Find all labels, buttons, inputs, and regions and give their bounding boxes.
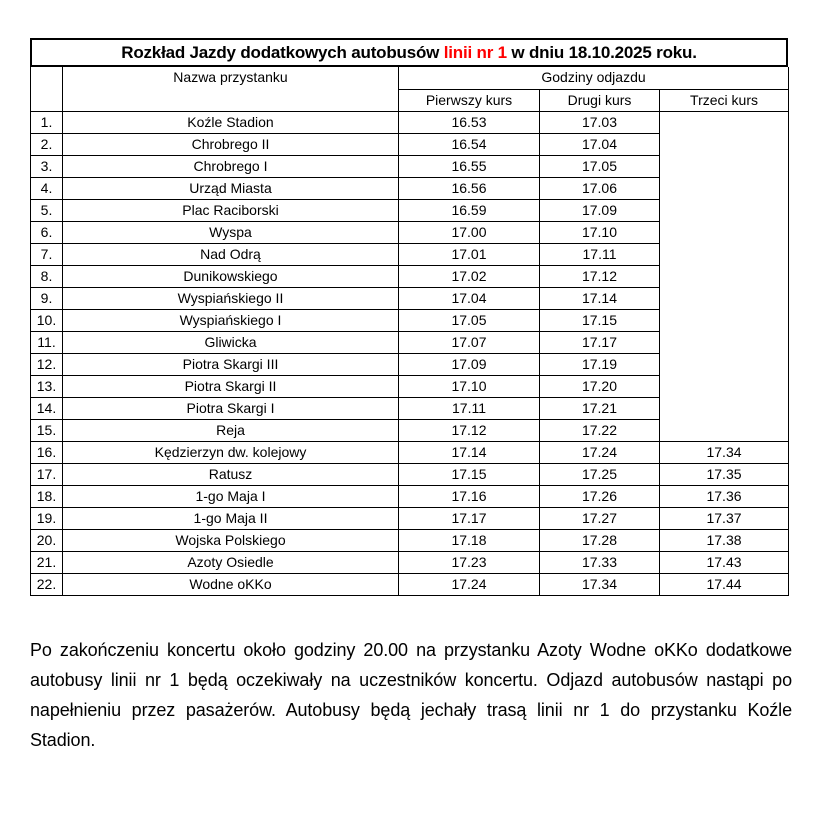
table-row xyxy=(31,529,789,551)
stop-name-cell: 1-go Maja II xyxy=(63,507,399,529)
table-row xyxy=(31,551,789,573)
first-course-cell: 17.12 xyxy=(399,419,540,441)
third-course-cell: 17.35 xyxy=(660,463,789,485)
first-course-cell: 17.17 xyxy=(399,507,540,529)
row-number-cell: 12. xyxy=(31,353,63,375)
header-second-course: Drugi kurs xyxy=(540,89,660,111)
first-course-cell: 17.10 xyxy=(399,375,540,397)
corner-cell xyxy=(31,67,63,111)
second-course-cell: 17.33 xyxy=(540,551,660,573)
stop-name-cell: Wyspiańskiego II xyxy=(63,287,399,309)
row-number-cell: 18. xyxy=(31,485,63,507)
stop-name-cell: Chrobrego I xyxy=(63,155,399,177)
second-course-cell: 17.21 xyxy=(540,397,660,419)
second-course-cell: 17.10 xyxy=(540,221,660,243)
row-number-cell: 2. xyxy=(31,133,63,155)
stop-name-cell: Ratusz xyxy=(63,463,399,485)
header-first-course: Pierwszy kurs xyxy=(399,89,540,111)
stop-name-cell: Nad Odrą xyxy=(63,243,399,265)
first-course-cell: 17.23 xyxy=(399,551,540,573)
third-course-cell: 17.38 xyxy=(660,529,789,551)
row-number-cell: 5. xyxy=(31,199,63,221)
third-course-cell: 17.37 xyxy=(660,507,789,529)
second-course-cell: 17.19 xyxy=(540,353,660,375)
first-course-cell: 17.24 xyxy=(399,573,540,595)
second-course-cell: 17.17 xyxy=(540,331,660,353)
first-course-cell: 16.56 xyxy=(399,177,540,199)
row-number-cell: 16. xyxy=(31,441,63,463)
stop-name-cell: 1-go Maja I xyxy=(63,485,399,507)
row-number-cell: 21. xyxy=(31,551,63,573)
second-course-cell: 17.11 xyxy=(540,243,660,265)
stop-name-cell: Dunikowskiego xyxy=(63,265,399,287)
second-course-cell: 17.06 xyxy=(540,177,660,199)
second-course-cell: 17.34 xyxy=(540,573,660,595)
table-row xyxy=(31,485,789,507)
first-course-cell: 17.14 xyxy=(399,441,540,463)
stop-name-cell: Chrobrego II xyxy=(63,133,399,155)
row-number-cell: 14. xyxy=(31,397,63,419)
first-course-cell: 17.09 xyxy=(399,353,540,375)
first-course-cell: 17.04 xyxy=(399,287,540,309)
row-number-cell: 13. xyxy=(31,375,63,397)
row-number-cell: 9. xyxy=(31,287,63,309)
first-course-cell: 16.55 xyxy=(399,155,540,177)
stop-name-cell: Wyspiańskiego I xyxy=(63,309,399,331)
second-course-cell: 17.28 xyxy=(540,529,660,551)
first-course-cell: 17.16 xyxy=(399,485,540,507)
row-number-cell: 19. xyxy=(31,507,63,529)
first-course-cell: 17.15 xyxy=(399,463,540,485)
row-number-cell: 8. xyxy=(31,265,63,287)
second-course-cell: 17.03 xyxy=(540,111,660,133)
third-course-merged-empty-cell xyxy=(660,111,789,441)
row-number-cell: 11. xyxy=(31,331,63,353)
second-course-cell: 17.24 xyxy=(540,441,660,463)
first-course-cell: 16.53 xyxy=(399,111,540,133)
stop-name-cell: Wojska Polskiego xyxy=(63,529,399,551)
stop-name-cell: Plac Raciborski xyxy=(63,199,399,221)
second-course-cell: 17.27 xyxy=(540,507,660,529)
third-course-cell: 17.34 xyxy=(660,441,789,463)
document-title xyxy=(30,38,788,67)
row-number-cell: 3. xyxy=(31,155,63,177)
stop-name-cell: Wodne oKKo xyxy=(63,573,399,595)
header-row-1 xyxy=(31,67,789,89)
stop-name-cell: Kędzierzyn dw. kolejowy xyxy=(63,441,399,463)
table-row xyxy=(31,507,789,529)
second-course-cell: 17.04 xyxy=(540,133,660,155)
third-course-cell: 17.36 xyxy=(660,485,789,507)
second-course-cell: 17.09 xyxy=(540,199,660,221)
title-text-suffix: w dniu 18.10.2025 roku. xyxy=(506,42,697,62)
timetable-header xyxy=(31,67,789,111)
timetable-table xyxy=(30,67,789,596)
second-course-cell: 17.15 xyxy=(540,309,660,331)
table-row xyxy=(31,111,789,133)
first-course-cell: 17.02 xyxy=(399,265,540,287)
stop-name-cell: Koźle Stadion xyxy=(63,111,399,133)
timetable-body xyxy=(31,111,789,595)
third-course-cell: 17.44 xyxy=(660,573,789,595)
header-stop-name: Nazwa przystanku xyxy=(63,67,399,111)
stop-name-cell: Reja xyxy=(63,419,399,441)
header-departure-times: Godziny odjazdu xyxy=(399,67,789,89)
second-course-cell: 17.25 xyxy=(540,463,660,485)
table-row xyxy=(31,463,789,485)
first-course-cell: 17.01 xyxy=(399,243,540,265)
second-course-cell: 17.22 xyxy=(540,419,660,441)
stop-name-cell: Azoty Osiedle xyxy=(63,551,399,573)
first-course-cell: 17.05 xyxy=(399,309,540,331)
footer-note: Po zakończeniu koncertu około godziny 20.00 na przystanku Azoty Wodne oKKo dodatkowe autobusy linii nr 1 będą oczekiwały na uczestników koncertu. Odjazd autobusów nastąpi po napełnieniu przez pasażerów. Autobusy będą jechały trasą linii nr 1 do przystanku Koźle Stadion. xyxy=(30,639,792,750)
stop-name-cell: Piotra Skargi I xyxy=(63,397,399,419)
first-course-cell: 17.07 xyxy=(399,331,540,353)
stop-name-cell: Piotra Skargi III xyxy=(63,353,399,375)
first-course-cell: 17.18 xyxy=(399,529,540,551)
first-course-cell: 17.11 xyxy=(399,397,540,419)
second-course-cell: 17.12 xyxy=(540,265,660,287)
first-course-cell: 16.59 xyxy=(399,199,540,221)
title-text-prefix: Rozkład Jazdy dodatkowych autobusów xyxy=(121,42,444,62)
stop-name-cell: Urząd Miasta xyxy=(63,177,399,199)
third-course-cell: 17.43 xyxy=(660,551,789,573)
row-number-cell: 4. xyxy=(31,177,63,199)
stop-name-cell: Wyspa xyxy=(63,221,399,243)
row-number-cell: 20. xyxy=(31,529,63,551)
row-number-cell: 15. xyxy=(31,419,63,441)
second-course-cell: 17.14 xyxy=(540,287,660,309)
second-course-cell: 17.20 xyxy=(540,375,660,397)
stop-name-cell: Piotra Skargi II xyxy=(63,375,399,397)
row-number-cell: 6. xyxy=(31,221,63,243)
row-number-cell: 7. xyxy=(31,243,63,265)
stop-name-cell: Gliwicka xyxy=(63,331,399,353)
header-third-course: Trzeci kurs xyxy=(660,89,789,111)
title-highlight: linii nr 1 xyxy=(443,42,507,62)
row-number-cell: 17. xyxy=(31,463,63,485)
table-row xyxy=(31,573,789,595)
second-course-cell: 17.05 xyxy=(540,155,660,177)
row-number-cell: 1. xyxy=(31,111,63,133)
second-course-cell: 17.26 xyxy=(540,485,660,507)
row-number-cell: 22. xyxy=(31,573,63,595)
first-course-cell: 17.00 xyxy=(399,221,540,243)
first-course-cell: 16.54 xyxy=(399,133,540,155)
table-row xyxy=(31,441,789,463)
row-number-cell: 10. xyxy=(31,309,63,331)
